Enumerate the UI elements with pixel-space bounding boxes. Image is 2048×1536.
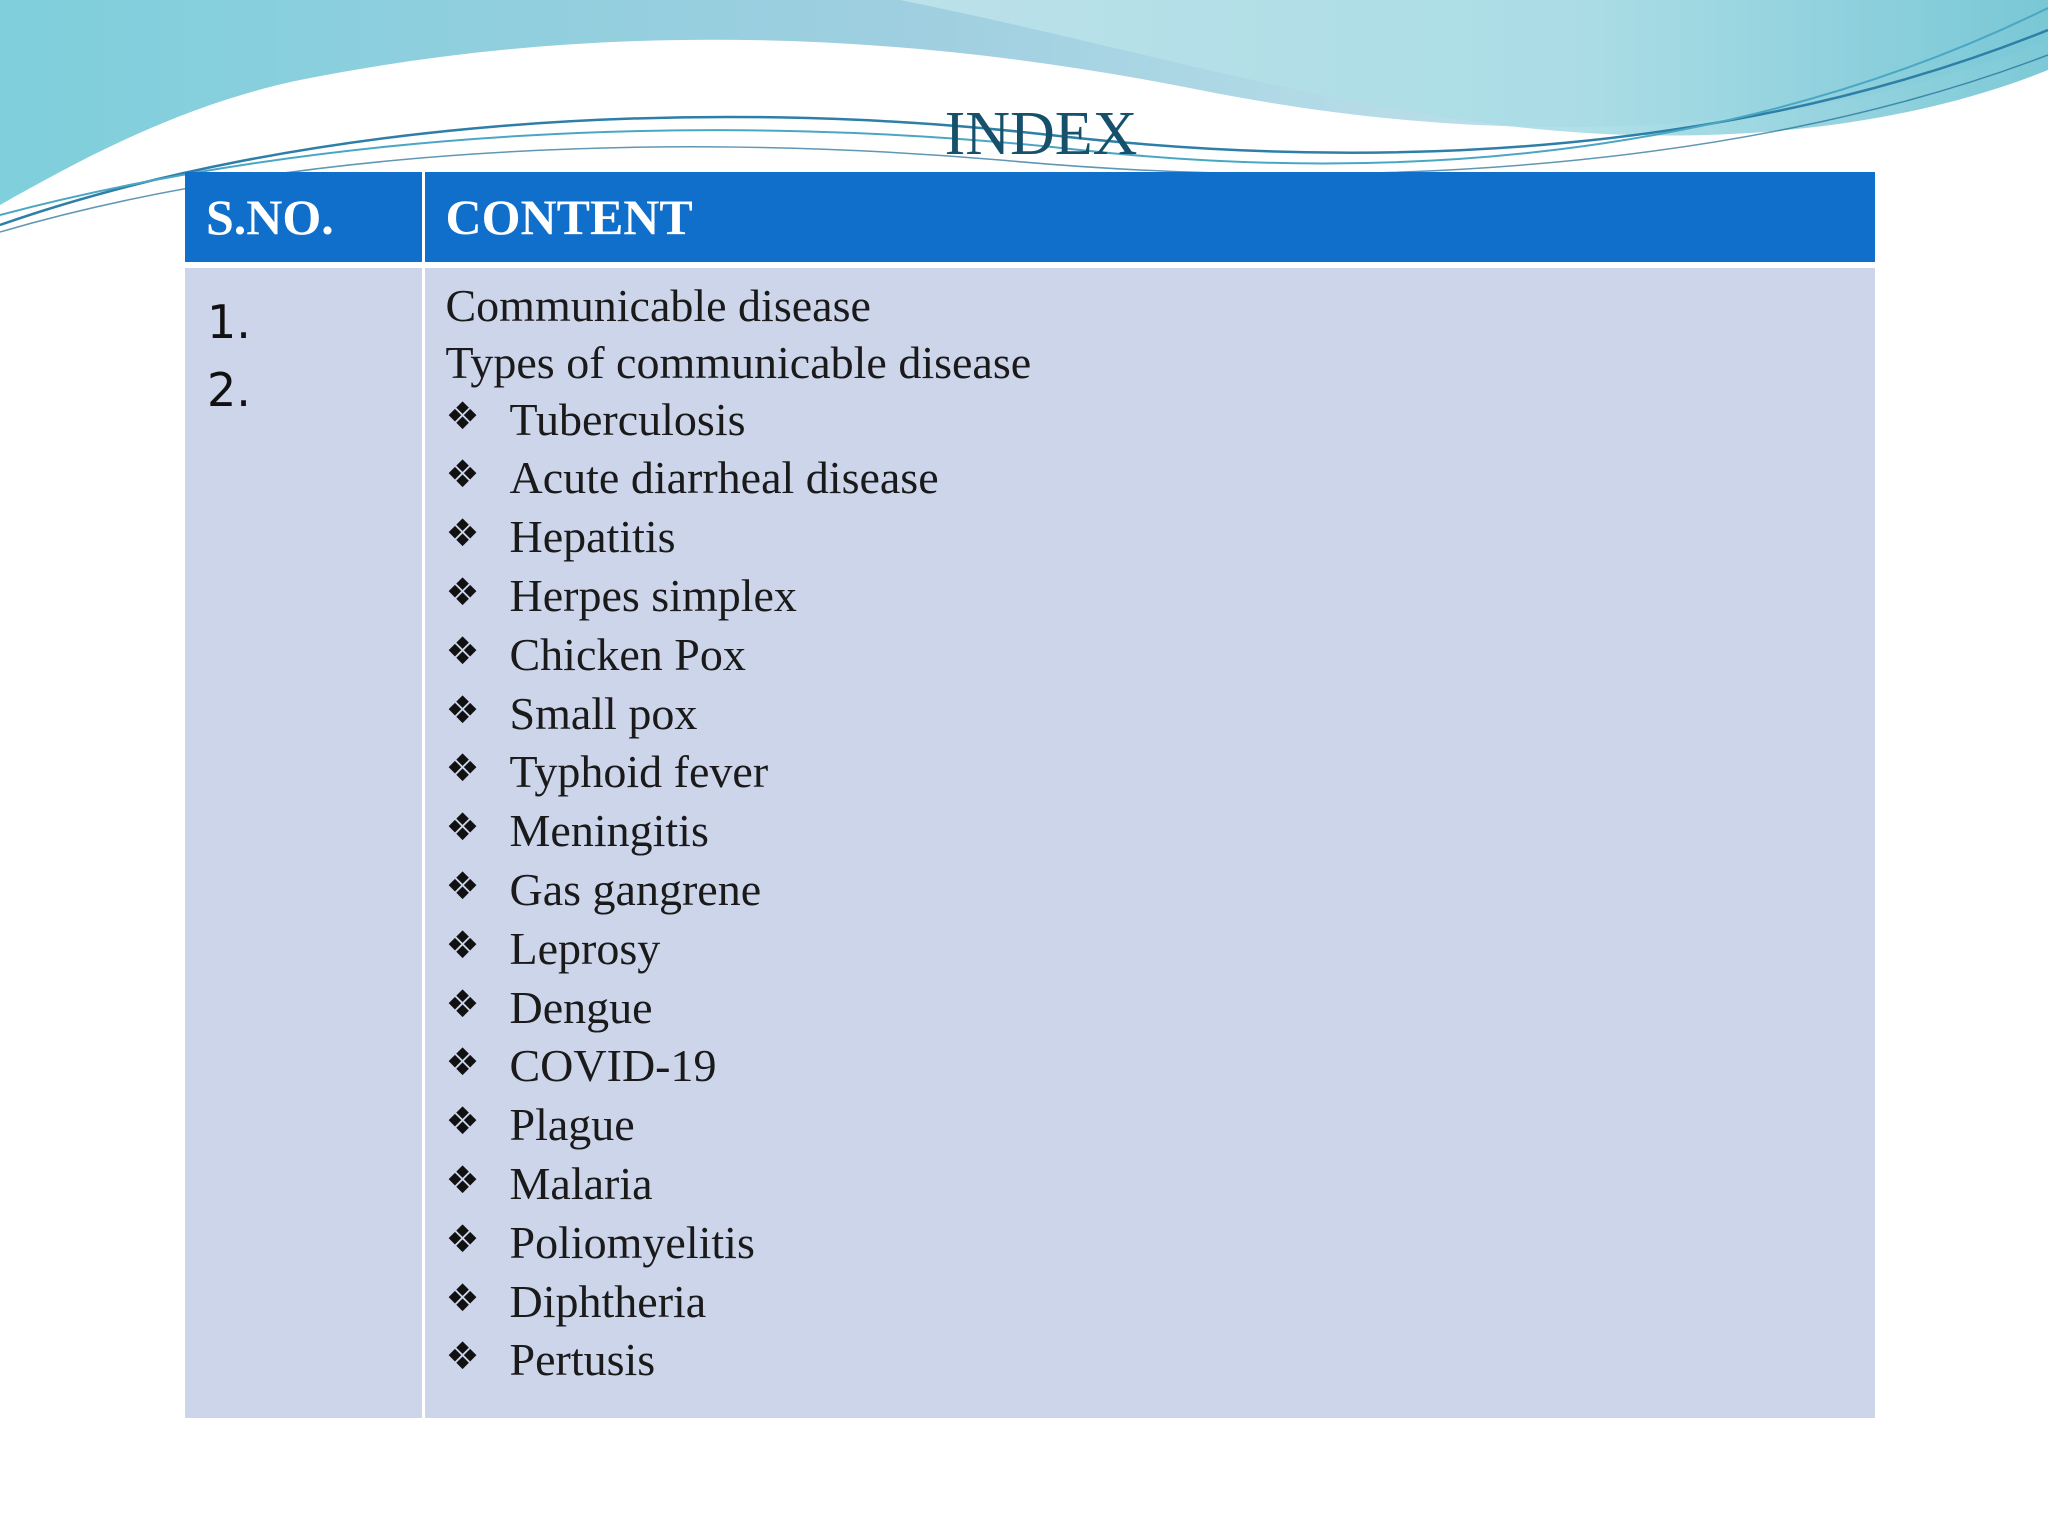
list-item [446,803,1876,862]
list-item [446,744,1876,803]
header-content: CONTENT [423,172,1875,265]
four-diamond-bullet-icon: ❖ [445,981,480,1026]
four-diamond-bullet-icon: ❖ [445,1334,480,1379]
list-item [446,1274,1876,1333]
four-diamond-bullet-icon: ❖ [445,1216,480,1261]
list-item-label: Leprosy [509,922,661,974]
list-item-label: Herpes simplex [509,569,797,621]
four-diamond-bullet-icon: ❖ [445,1275,480,1320]
list-item-label: Gas gangrene [509,863,762,915]
list-item [446,392,1876,451]
list-item-label: Diphtheria [509,1275,707,1327]
list-item [446,1097,1876,1156]
four-diamond-bullet-icon: ❖ [445,1040,480,1085]
list-item [446,1332,1876,1391]
list-item-label: Chicken Pox [509,628,746,680]
content-line-2: Types of communicable disease [445,336,1032,388]
table-row [185,265,1875,1418]
sno-cell [185,265,423,1418]
four-diamond-bullet-icon: ❖ [445,452,480,497]
four-diamond-bullet-icon: ❖ [445,511,480,556]
list-item-label: Typhoid fever [509,746,769,798]
list-item [446,509,1876,568]
list-item-label: Meningitis [509,805,709,857]
four-diamond-bullet-icon: ❖ [445,863,480,908]
list-item [446,627,1876,686]
sno-2: 2. [207,363,251,417]
four-diamond-bullet-icon: ❖ [445,569,480,614]
list-item [446,980,1876,1039]
list-item-label: Pertusis [509,1334,656,1386]
disease-list [446,392,1876,1392]
list-item-label: COVID-19 [509,1040,717,1092]
content-line-1: Communicable disease [445,280,871,331]
list-item [446,686,1876,745]
four-diamond-bullet-icon: ❖ [445,628,480,673]
list-item [446,1215,1876,1274]
header-sno: S.NO. [185,172,423,265]
slide-title: INDEX [944,100,1138,168]
table-header-row [185,172,1875,265]
content-cell [423,265,1875,1418]
list-item [446,450,1876,509]
list-item-label: Dengue [509,981,653,1033]
list-item-label: Poliomyelitis [509,1216,755,1268]
four-diamond-bullet-icon: ❖ [445,393,480,438]
index-table [185,172,1875,1418]
list-item-label: Tuberculosis [509,393,746,445]
sno-1: 1. [207,295,251,349]
list-item [446,862,1876,921]
list-item-label: Small pox [509,687,698,739]
list-item [446,1038,1876,1097]
four-diamond-bullet-icon: ❖ [445,805,480,850]
list-item [446,1156,1876,1215]
list-item-label: Hepatitis [509,511,676,563]
list-item [446,921,1876,980]
four-diamond-bullet-icon: ❖ [445,746,480,791]
list-item [446,568,1876,627]
four-diamond-bullet-icon: ❖ [445,922,480,967]
list-item-label: Acute diarrheal disease [509,452,939,504]
list-item-label: Plague [509,1099,635,1151]
four-diamond-bullet-icon: ❖ [445,687,480,732]
list-item-label: Malaria [509,1157,653,1209]
four-diamond-bullet-icon: ❖ [445,1157,480,1202]
four-diamond-bullet-icon: ❖ [445,1099,480,1144]
